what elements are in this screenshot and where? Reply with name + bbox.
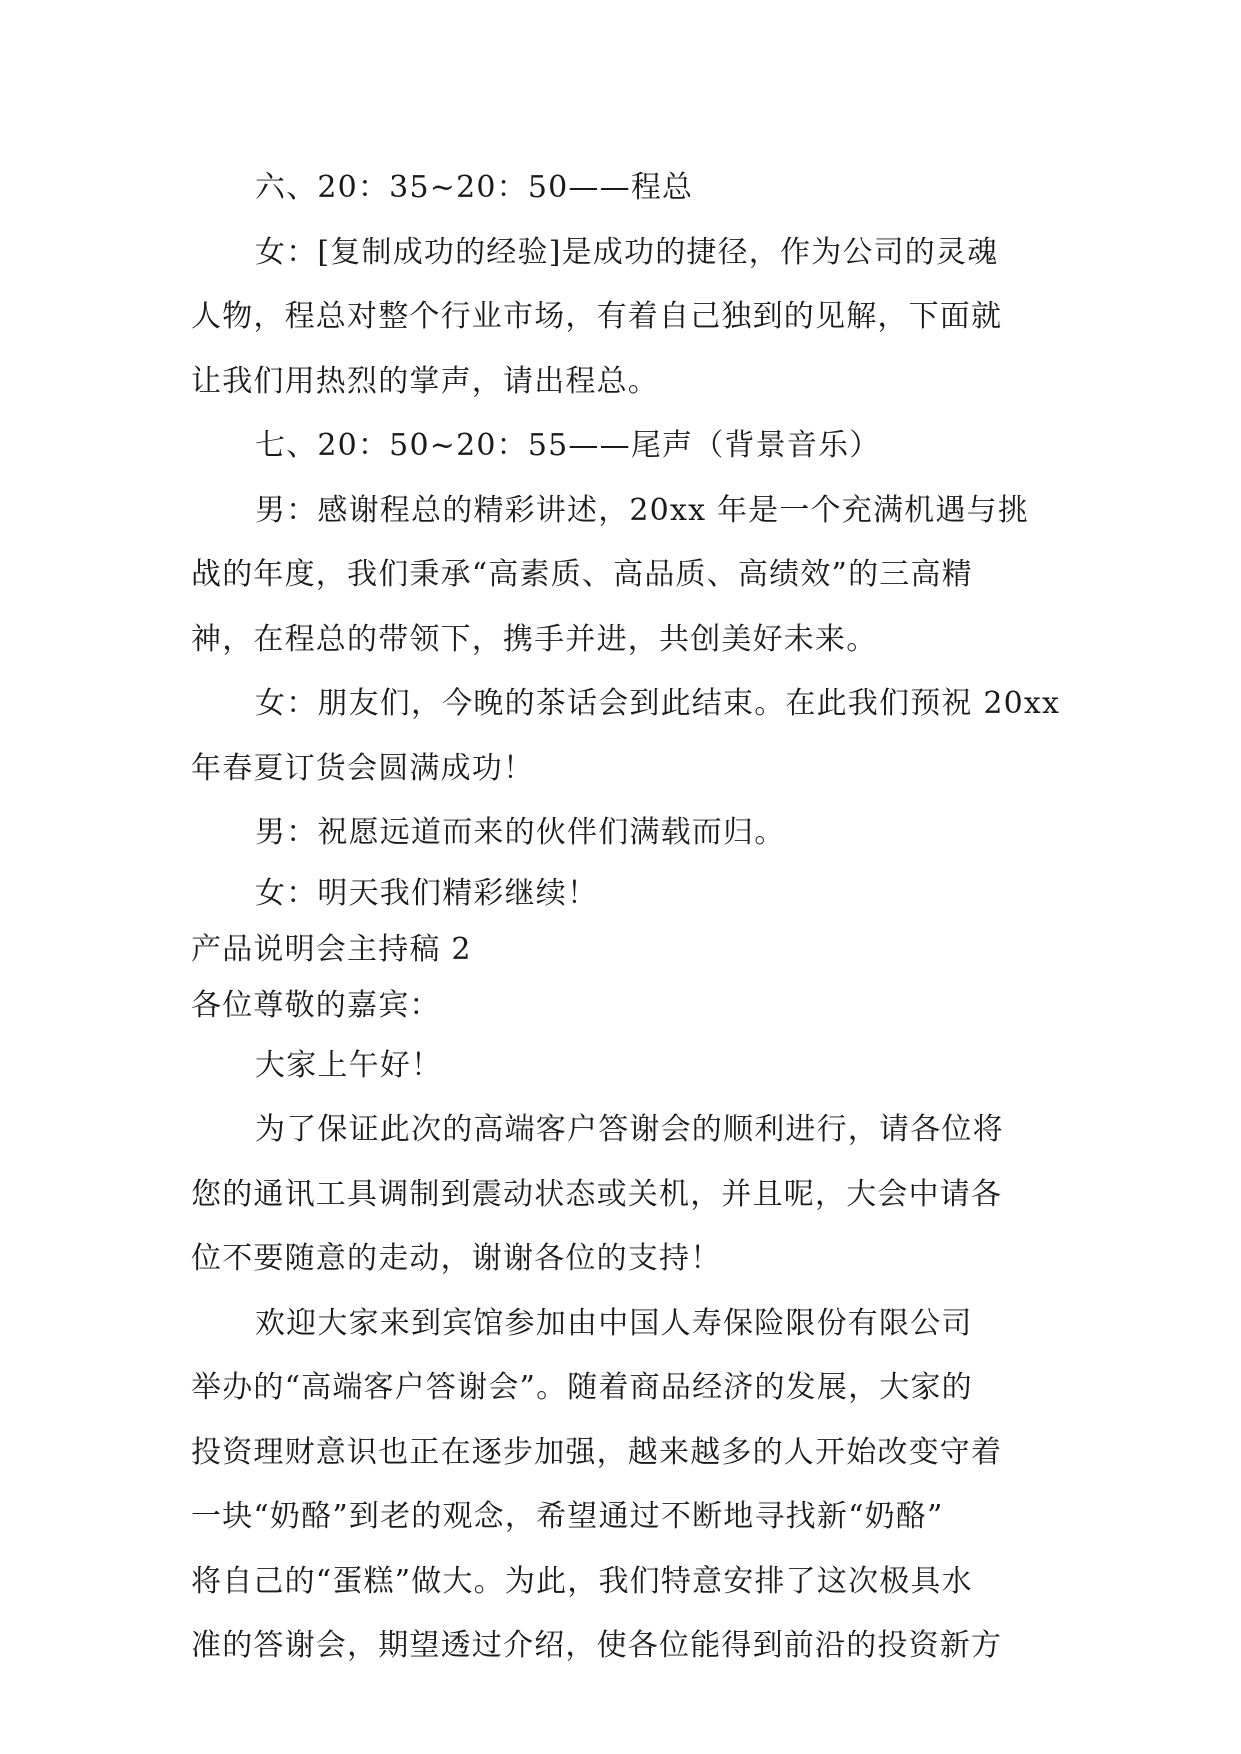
paragraph-line: 女：[复制成功的经验]是成功的捷径，作为公司的灵魂 <box>255 234 999 270</box>
paragraph-line: 举办的“高端客户答谢会”。随着商品经济的发展，大家的 <box>191 1370 973 1405</box>
paragraph-line: 人物，程总对整个行业市场，有着自己独到的见解，下面就 <box>191 299 1003 334</box>
paragraph-line: 为了保证此次的高端客户答谢会的顺利进行，请各位将 <box>255 1112 1004 1147</box>
paragraph-line: 男：感谢程总的精彩讲述，20xx 年是一个充满机遇与挑 <box>255 492 1029 528</box>
paragraph-line: 投资理财意识也正在逐步加强，越来越多的人开始改变守着 <box>191 1434 1003 1470</box>
salutation: 各位尊敬的嘉宾： <box>191 987 441 1023</box>
paragraph-line: 准的答谢会，期望透过介绍，使各位能得到前沿的投资新方 <box>191 1628 1003 1663</box>
paragraph-line: 欢迎大家来到宾馆参加由中国人寿保险限份有限公司 <box>255 1305 973 1341</box>
paragraph-line: 您的通讯工具调制到震动状态或关机，并且呢，大会中请各 <box>191 1176 1003 1212</box>
paragraph-line: 女：明天我们精彩继续！ <box>255 875 599 911</box>
section-heading-seven: 七、20：50~20：55——尾声（背景音乐） <box>255 428 881 463</box>
paragraph-line: 年春夏订货会圆满成功！ <box>191 750 535 786</box>
paragraph-line: 位不要随意的走动，谢谢各位的支持！ <box>191 1241 722 1276</box>
paragraph-line: 让我们用热烈的掌声，请出程总。 <box>191 363 659 399</box>
paragraph-line: 神，在程总的带领下，携手并进，共创美好未来。 <box>191 621 878 657</box>
document-body <box>191 156 1061 1679</box>
document-title: 产品说明会主持稿 2 <box>191 931 472 967</box>
greeting: 大家上午好！ <box>255 1047 443 1083</box>
paragraph-line: 战的年度，我们秉承“高素质、高品质、高绩效”的三高精 <box>191 557 973 592</box>
paragraph-line: 一块“奶酪”到老的观念，希望通过不断地寻找新“奶酪” <box>191 1499 944 1534</box>
paragraph-line: 女：朋友们，今晚的茶话会到此结束。在此我们预祝 20xx <box>255 686 1061 721</box>
paragraph-line: 男：祝愿远道而来的伙伴们满载而归。 <box>255 815 786 850</box>
section-heading-six: 六、20：35~20：50——程总 <box>255 170 694 205</box>
paragraph-line: 将自己的“蛋糕”做大。为此，我们特意安排了这次极具水 <box>191 1563 973 1599</box>
